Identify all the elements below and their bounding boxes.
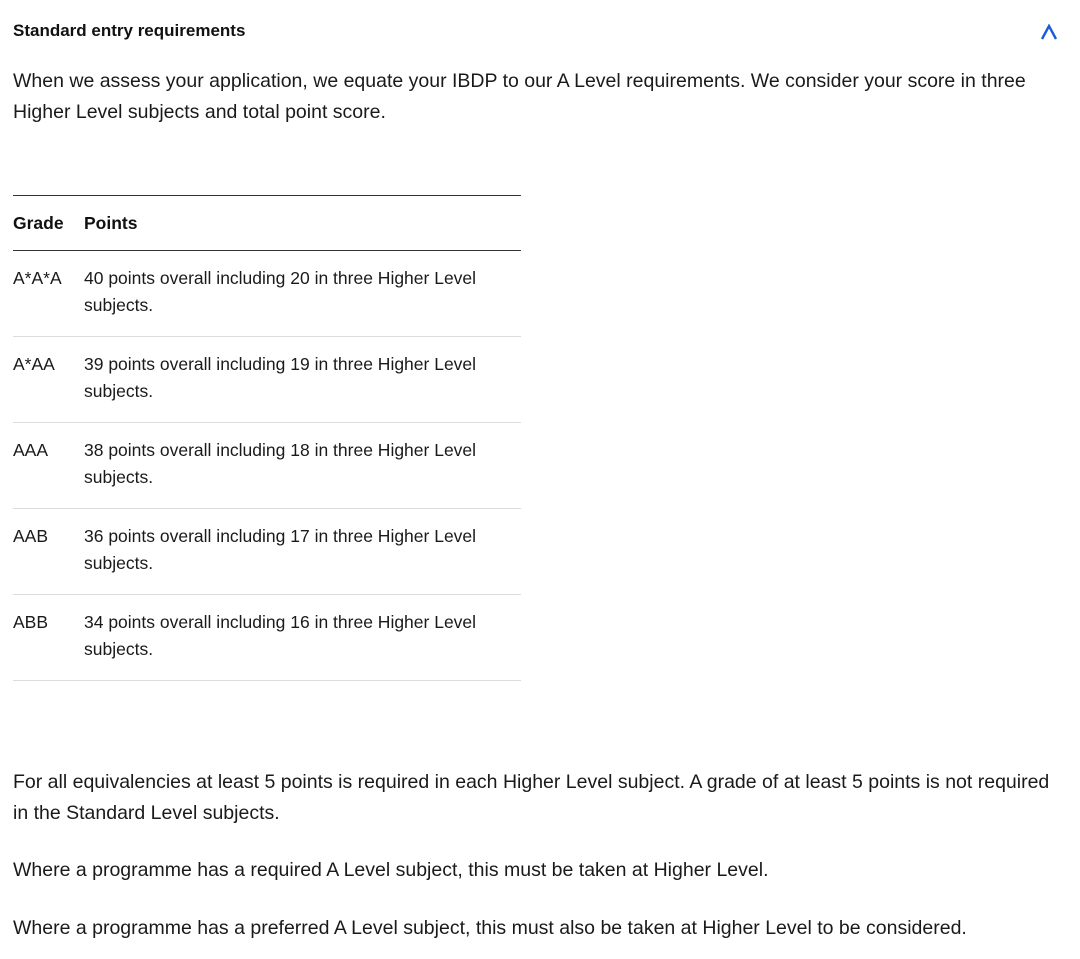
points-cell: 39 points overall including 19 in three Higher Level subjects. [84,354,477,401]
required-subject-note: Where a programme has a required A Level subject, this must be taken at Higher Level. [13,859,769,881]
preferred-subject-note: Where a programme has a preferred A Level subject, this must also be taken at Higher Level to be considered. [13,917,967,939]
accordion-header[interactable] [13,18,1063,46]
table-row [13,423,521,509]
intro-text: When we assess your application, we equate your IBDP to our A Level requirements. We consider your score in three Higher Level subjects and total point score. [13,70,1026,123]
table-row [13,251,521,337]
section-title: Standard entry requirements [13,21,246,40]
table-header-row [13,196,521,251]
chevron-up-icon [1040,24,1058,40]
equivalency-note: For all equivalencies at least 5 points is required in each Higher Level subject. A grade of at least 5 points is not required in the Standard Level subjects. [13,771,1050,824]
table-row [13,595,521,681]
table-row [13,509,521,595]
grade-cell: AAB [13,526,49,546]
grade-cell: ABB [13,612,49,632]
points-cell: 36 points overall including 17 in three Higher Level subjects. [84,526,477,573]
points-cell: 38 points overall including 18 in three Higher Level subjects. [84,440,477,487]
column-header-points: Points [84,212,138,233]
points-cell: 34 points overall including 16 in three Higher Level subjects. [84,612,477,659]
grades-table [13,195,521,681]
grade-cell: AAA [13,440,49,460]
collapse-toggle-button[interactable] [1035,18,1063,46]
grade-cell: A*A*A [13,268,62,288]
column-header-grade: Grade [13,212,64,233]
points-cell: 40 points overall including 20 in three Higher Level subjects. [84,268,477,315]
grade-cell: A*AA [13,354,55,374]
table-row [13,337,521,423]
